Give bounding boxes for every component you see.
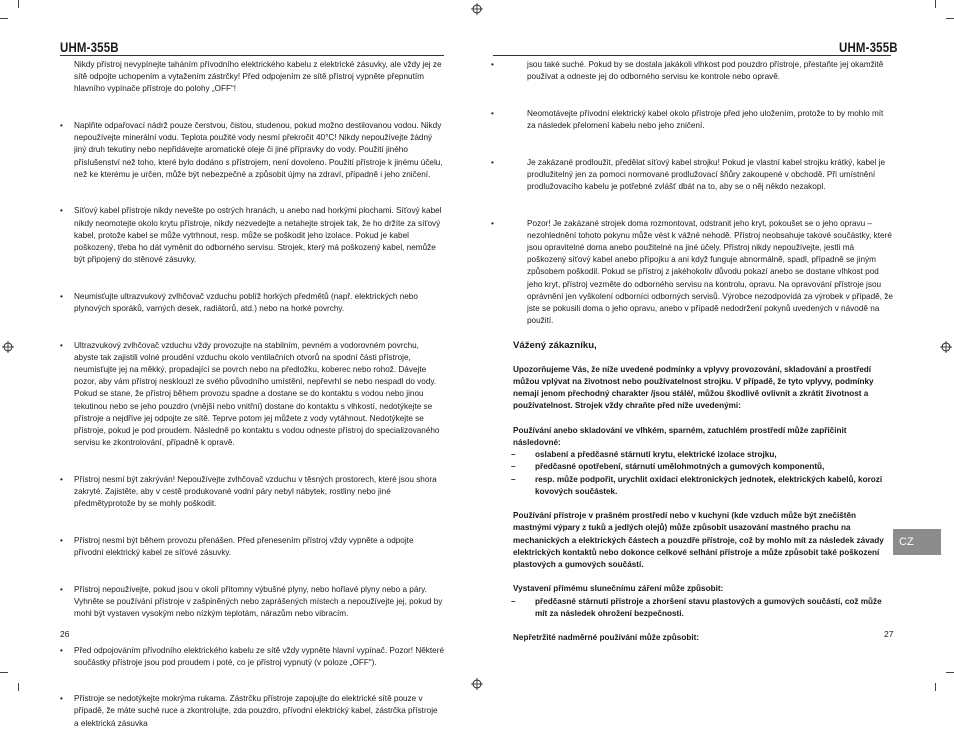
bullet-item: • Naplňte odpařovací nádrž pouze čerstvou, čistou, studenou, pokud možno destilovanou vodou. Nikdy nepoužívejte minerální vodu. Teplota použité vody nesmí překročit 40°C! Nikdy nepoužívejte žádný jiný druh tekutiny nebo nepřidávejte aromatické oleje či jiné přípravky do vody. Použití jiného příslušenství než toho, které bylo dodáno s přístrojem, není dovoleno. Použití přístroje k jinému účelu, než ke kterému je určen, může být nebezpečné a způsobit újmy na zdraví, případně i jeho zničení. [60, 120, 444, 181]
bullet-item: • Síťový kabel přístroje nikdy nevešte po ostrých hranách, u anebo nad horkými plochami. Síťový kabel nikdy neomotejte okolo krytu přístroje, nikdy nezvedejte a netahejte strojek tak, že ho držíte za síťový kabel, protože kabel se může vytrhnout, resp. může se poškodit jeho izolace. Pokud je kabel poškozený, třeba ho dát vyměnit do odborného servisu. Strojek, který má poškozený kabel, nemůže být připojený do stěnové zásuvky. [60, 205, 444, 266]
bullet-item: • Je zakázané prodloužit, předělat síťový kabel strojku! Pokud je vlastní kabel strojku krátký, kabel je prodlužitelný jen za pomoci normované prodlužovací šňůry zakoupené v obchodě. Při umístnění prodlužovacího kabelu je potřebné zvlášť dbát na to, aby se o něj někdo nezakopl. [513, 157, 894, 194]
humid-item: – resp. může podpořit, urychlit oxidaci elektronických jednotek, elektrických kabelů, korozi kovových součástek. [523, 474, 894, 498]
language-tab: CZ [893, 529, 941, 555]
humid-item: – předčasné opotřebení, stárnutí umělohmotných a gumových komponentů, [523, 461, 894, 473]
left-page [0, 0, 477, 728]
right-page [477, 0, 954, 691]
humid-item: – oslabení a předčasné stárnutí krytu, elektrické izolace strojku, [523, 449, 894, 461]
model-header: UHM-355B [60, 40, 119, 55]
bullet-item: • Přístroj nesmí být zakrýván! Nepoužívejte zvlhčovač vzduchu v těsných prostorech, které jsou shora zakryté. Zajistěte, aby v cestě produkované vodní páry nebyl nábytek, rostliny nebo jiné předmětyprotože by se mohly poškodit. [60, 474, 444, 511]
continuation-text: • jsou také suché. Pokud by se dostala jakákoli vlhkost pod pouzdro přístroje, přestaňte jej okamžitě používat a odneste jej do odborného servisu ke kontrole nebo opravě. [513, 59, 894, 83]
intro-paragraph: Nikdy přístroj nevypínejte taháním přívodního elektrického kabelu z elektrické zásuvky, ale vždy jej ze sítě odpojte uchopením a vytažením zástrčky! Před odpojením ze sítě přístroj vypněte přepnutím hlavního vypínače přístroje do polohy „OFF“! [74, 60, 442, 94]
dust-paragraph: Používání přístroje v prašném prostředí nebo v kuchyni (kde vzduch může být znečištěn mastnými výpary z tuků a jedlých olejů) může způsobit usazování mastného prachu na mechanických a elektrických částech a pouzdře přístroje, což by mohlo mít za následek závady elektrických kontaktů nebo dokonce celkové selhání přístroje a může způsobit také poškození plastových a gumových součástí. [513, 511, 884, 569]
intro-notice: Upozorňujeme Vás, že níže uvedené podmínky a vplyvy provozování, skladování a prostředí můžou vplývat na životnost nebo používatelnost strojku. V případě, že tyto vplyvy, podmínky nemají jenom přechodný charakter /jsou stálé/, můžou škodlivě ovlivnit a zkrátit životnost a používatelnost. Strojek vždy chraňte před níže uvedenými: [513, 364, 874, 411]
bullet-item: • Neumisťujte ultrazvukový zvlhčovač vzduchu poblíž horkých předmětů (např. elektrických nebo plynových sporáků, varných desek, radiátorů, atd.) nebo na horké povrchy. [60, 291, 444, 315]
header-rule [493, 55, 891, 56]
header-rule [60, 55, 444, 56]
sun-item: – předčasné stárnutí přístroje a zhoršení stavu plastových a gumových součástí, což může mít za následek ohrožení bezpečnosti. [523, 596, 894, 620]
overuse-title: Nepřetržité nadměrné používání může způsobit: [513, 633, 700, 643]
humid-title: Používání anebo skladování ve vlhkém, sparném, zatuchlém prostředí může zapříčinit následovné: [513, 425, 847, 447]
page-number: 27 [884, 629, 894, 639]
bullet-item: • Přístroj nepoužívejte, pokud jsou v okolí přítomny výbušné plyny, nebo hořlavé plyny nebo a páry. Vyhněte se používání přístroje v zašpiněných nebo zaprášených místech a nepoužívejte jej, pokud by mohl být vystaven vysokým nebo nízkým teplotám, nárazům nebo vibracím. [60, 584, 444, 621]
bullet-item: • Před odpojováním přívodního elektrického kabelu ze sítě vždy vypněte hlavní vypínač. Pozor! Některé součástky přístroje jsou pod proudem i poté, co je přístroj vypnutý (v poloze „OFF“). [60, 645, 444, 669]
bullet-item: • Pozor! Je zakázané strojek doma rozmontovat, odstranit jeho kryt, pokoušet se o jeho opravu – nezohlednění tohoto pokynu může vést k vážné nehodě. Přístroj neobsahuje takové součástky, které jsou opravitelné doma anebo použitelné na jiné účely. Přístroj nikdy nepoužívejte, jestli má poškozený síťový kabel anebo přípojku a ani když funguje abnormálně, spadl, případně se jiným způsobem poškodil. Pokud se přístroj z jakéhokoliv důvodu pokazí anebo se dostane vlhkost pod jeho kryt, přístroj vezměte do odborného servisu na kontrolu, opravu. Na opravování přístroje jsou oprávnění jen vyškolení odborníci odborných servisů. Výrobce nezodpovídá za výrobek v případě, že jste se pokusili doma o jeho opravu, anebo v případě nedodržení pokynů uvedených v návodě na použití. [513, 218, 894, 328]
section-heading: Vážený zákazníku, [513, 339, 597, 351]
left-column [60, 59, 444, 742]
bullet-item: • Přístroj nesmí být během provozu přenášen. Před přenesením přístroj vždy vypněte a odpojte přívodní elektrický kabel ze síťové zásuvky. [60, 535, 444, 559]
sun-title: Vystavení přímému slunečnímu záření může způsobit: [513, 584, 724, 594]
right-column [513, 59, 894, 657]
bullet-item: • Neomotávejte přívodní elektrický kabel okolo přístroje před jeho uložením, protože to by mohlo mít za následek přelomení kabelu nebo jeho zničení. [513, 108, 894, 132]
model-header: UHM-355B [839, 40, 898, 55]
page-number: 26 [60, 629, 70, 639]
bullet-item: • Ultrazvukový zvlhčovač vzduchu vždy provozujte na stabilním, pevném a vodorovném povrchu, abyste tak zajistili volné proudění vzduchu okolo ventilačních otvorů na spodní části přístroje, neumisťujte jej na měkký, propadající se povrch nebo na předložku, koberec nebo rohož. Dávejte pozor, aby vám přístroj nesklouzl ze svého původního umístění, nepřevrhl se nebo nespadl do vody. Pokud se stane, že přístroj během provozu spadne a dostane se do kontaktu s vodou nebo jinou tekutinou nebo se jeho pouzdro (vnější nebo vnitřní) dostane do kontaktu s vlhkostí, nedotýkejte se přístroje a nejdříve jej odpojte ze sítě. Teprve potom jej můžete z vody vytáhnout. Nedotýkejte se přístroje, pokud je pod proudem. Následně po kontaktu s vodou odneste přístroj do specializovaného servisu ke zkontrolování, případně k opravě. [60, 340, 444, 450]
bullet-item: • Přístroje se nedotýkejte mokrýma rukama. Zástrčku přístroje zapojujte do elektrické sítě pouze v případě, že máte suché ruce a zkontrolujte, zda pouzdro, přívodní elektrický kabel, zástrčka přístroje a elektrická zásuvka [60, 693, 444, 730]
